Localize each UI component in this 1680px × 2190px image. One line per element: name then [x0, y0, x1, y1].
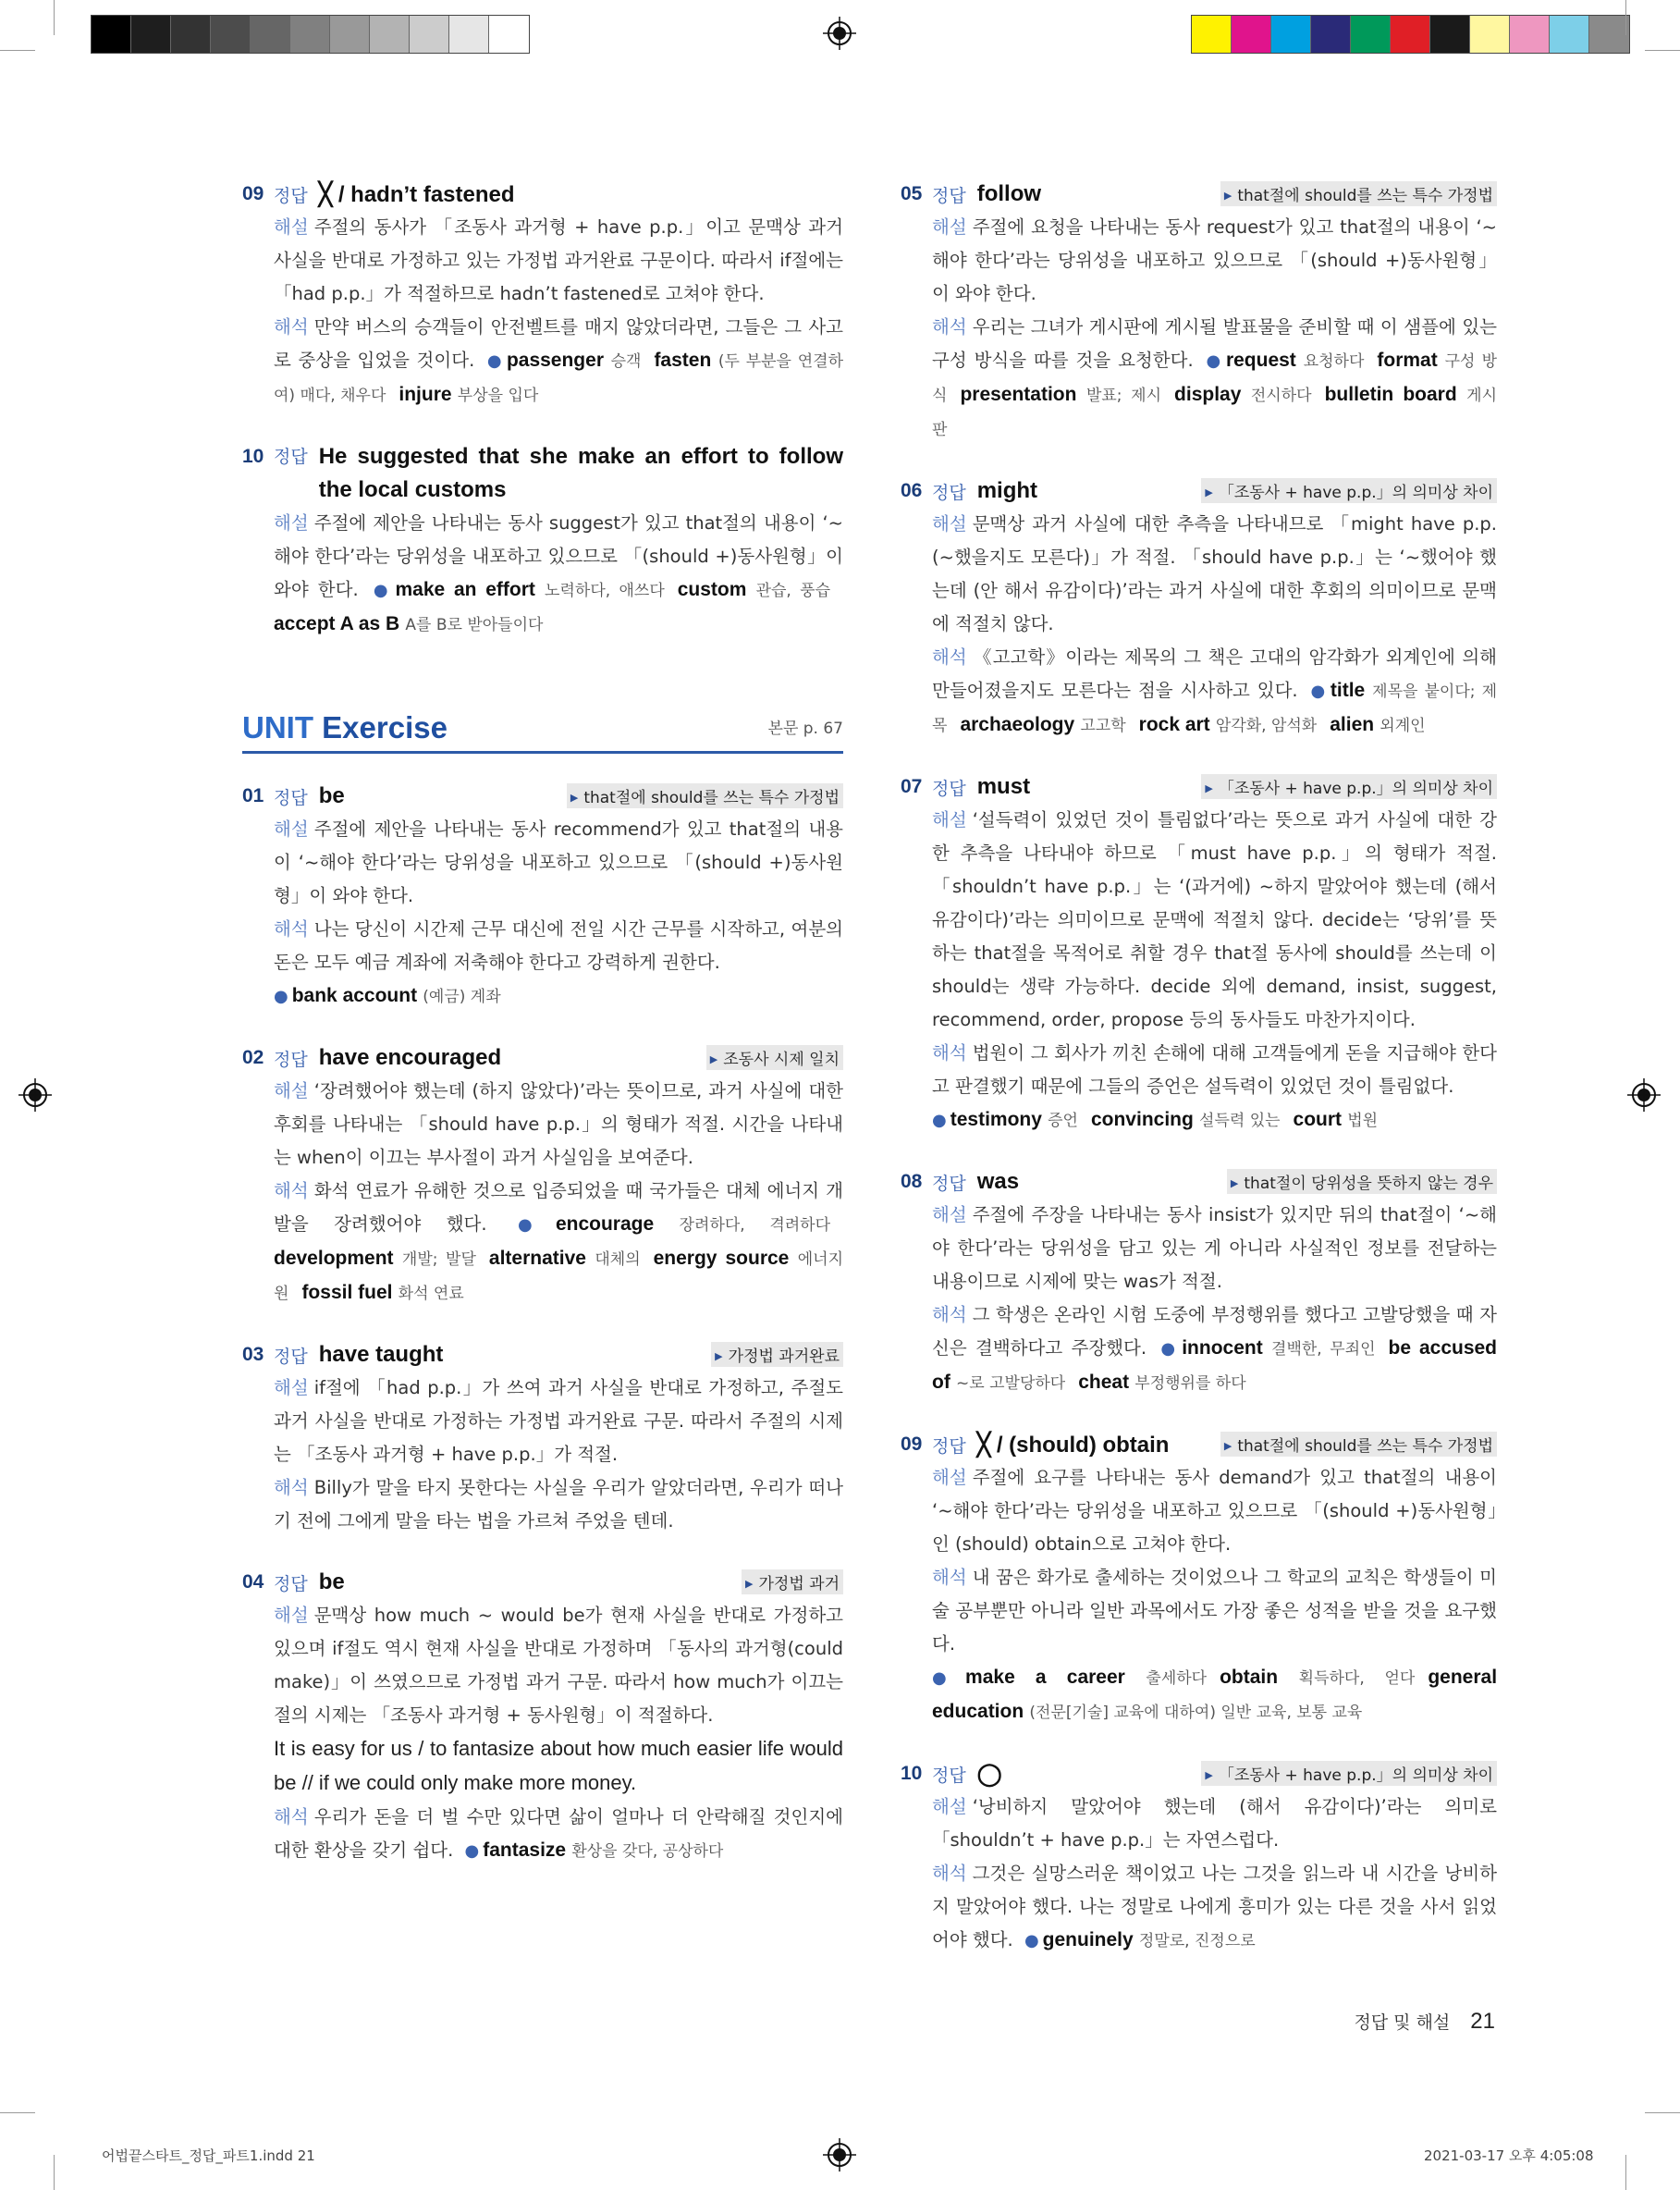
- answer-text: be: [318, 1569, 345, 1594]
- bullet-icon: ●: [1310, 682, 1327, 701]
- vocab-word: passenger: [506, 350, 604, 371]
- answer-text: must: [976, 774, 1031, 799]
- vocab-meaning: 법원: [1347, 1112, 1379, 1130]
- vocab-meaning: 게시판: [932, 387, 1497, 439]
- answer-label: 정답: [274, 1573, 308, 1594]
- vocab-meaning: 장려하다, 격려하다: [679, 1216, 831, 1235]
- page-footer: [1354, 2009, 1495, 2035]
- explanation-text: 문맥상 과거 사실에 대한 추측을 나타내므로 「might have p.p.(~했을지도 모른다)」가 적절. 「should have p.p.」는 ‘~했어야 했는데 (안 해서 유감이다)’라는 과거 사실에 대한 후회의 의미이므로 문맥에 적절치 않다.: [932, 513, 1497, 634]
- right-column: [901, 178, 1497, 1986]
- section-title-unit: UNIT: [242, 710, 313, 744]
- explanation-text: ‘낭비하지 말았어야 했는데 (해서 유감이다)’라는 의미로 「shouldn’t + have p.p.」는 자연스럽다.: [932, 1796, 1497, 1851]
- section-title-exercise: Exercise: [322, 710, 448, 744]
- explanation-text: ‘설득력이 있었던 것이 틀림없다’라는 뜻으로 과거 사실에 대한 강한 추측을 나타내야 하므로 「must have p.p.」의 형태가 적절. 「shouldn’t have p.p.」는 ‘(과거에) ~하지 말았어야 했는데 (해서 유감이다)’라는 의미이므로 문맥에 적절치 않다. decide는 ‘당위’를 뜻하는 that절을 목적어로 취할 경우 that절 동사에 should를 쓰는데 이 should는 생략 가능하다. decide 외에 demand, insist, suggest, recommend, order, propose 등의 동사들도 마찬가지이다.: [932, 809, 1497, 1030]
- translation-text: 법원이 그 회사가 끼친 손해에 대해 고객들에게 돈을 지급해야 한다고 판결했기 때문에 그들의 증언은 설득력이 있었던 것이 틀림없다.: [932, 1042, 1497, 1097]
- vocab-meaning: 출세하다: [1146, 1669, 1208, 1688]
- crop-mark: [54, 2155, 55, 2190]
- vocab-meaning: 부상을 입다: [457, 387, 539, 405]
- answer-text: was: [976, 1169, 1020, 1194]
- vocab-word: request: [1225, 350, 1296, 371]
- grammar-topic-tag: ▶ that절에 should를 쓰는 특수 가정법: [1220, 181, 1497, 206]
- crop-mark: [1645, 2112, 1680, 2113]
- vocab-meaning: 암각화, 암석화: [1215, 717, 1318, 735]
- vocab-meaning: 승객: [610, 352, 642, 371]
- answer-label: 정답: [932, 1173, 966, 1194]
- explanation-label: 해설: [274, 512, 309, 534]
- translation-label: 해석: [932, 1304, 967, 1325]
- explanation-label: 해설: [274, 1080, 309, 1101]
- vocab-meaning: (예금) 계좌: [423, 988, 501, 1006]
- vocab-meaning: 부정행위를 하다: [1134, 1374, 1246, 1393]
- crop-mark: [1625, 2155, 1626, 2190]
- vocab-meaning: 발표; 제시: [1085, 387, 1162, 405]
- question-number: 07: [901, 776, 923, 797]
- page-reference: 본문 p. 67: [767, 720, 843, 738]
- vocab-word: rock art: [1138, 714, 1210, 735]
- explanation-text: ‘장려했어야 했는데 (하지 않았다)’라는 뜻이므로, 과거 사실에 대한 후회를 나타내는 「should have p.p.」의 형태가 적절. 시간을 나타내는 when이 이끄는 부사절이 과거 사실임을 보여준다.: [274, 1080, 843, 1168]
- explanation-text: 주절의 동사가 「조동사 과거형 + have p.p.」이고 문맥상 과거 사실을 반대로 가정하고 있는 가정법 과거완료 구문이다. 따라서 if절에는 「had p.p.」가 적절하므로 hadn’t fastened로 고쳐야 한다.: [274, 216, 843, 304]
- bullet-icon: ●: [1024, 1931, 1039, 1950]
- explanation-label: 해설: [932, 1204, 967, 1225]
- grammar-topic-tag: ▶ 가정법 과거완료: [711, 1342, 843, 1367]
- answer-text: have taught: [318, 1342, 444, 1367]
- grammar-topic-tag: ▶ that절에 should를 쓰는 특수 가정법: [567, 783, 843, 808]
- vocab-meaning: 노력하다, 애쓰다: [545, 582, 665, 600]
- explanation-text: 주절에 제안을 나타내는 동사 recommend가 있고 that절의 내용이 ‘~해야 한다’라는 당위성을 내포하고 있으므로 「(should +)동사원형」이 와야 한다.: [274, 818, 843, 906]
- crop-mark: [1645, 50, 1680, 51]
- answer-entry-01: [242, 780, 843, 1014]
- vocab-meaning: 구성 방식: [932, 352, 1497, 405]
- explanation-text: 주절에 제안을 나타내는 동사 suggest가 있고 that절의 내용이 ‘~해야 한다’라는 당위성을 내포하고 있으므로 「(should +)동사원형」이 와야 한다.: [274, 512, 843, 600]
- question-number: 02: [242, 1047, 264, 1068]
- question-number: 10: [242, 446, 264, 467]
- answer-text: have encouraged: [318, 1045, 502, 1070]
- grammar-topic-tag: ▶ 「조동사 + have p.p.」의 의미상 차이: [1201, 774, 1497, 799]
- bullet-icon: ●: [464, 1841, 480, 1861]
- translation-text: 그것은 실망스러운 책이었고 나는 그것을 읽느라 내 시간을 낭비하지 말았어야 했다. 나는 정말로 나에게 흥미가 있는 다른 것을 사서 읽었어야 했다.: [932, 1863, 1497, 1950]
- answer-label: 정답: [932, 185, 966, 206]
- crop-mark: [54, 0, 55, 35]
- answer-text: be: [318, 783, 345, 808]
- explanation-text: if절에 「had p.p.」가 쓰여 과거 사실을 반대로 가정하고, 주절도 과거 사실을 반대로 가정하는 가정법 과거완료 구문. 따라서 주절의 시제는 「조동사 과거형 + have p.p.」가 적절.: [274, 1377, 843, 1465]
- vocab-meaning: 에너지원: [274, 1250, 844, 1303]
- vocab-word: archaeology: [960, 714, 1075, 735]
- vocab-word: innocent: [1182, 1337, 1263, 1359]
- explanation-label: 해설: [274, 1377, 309, 1398]
- translation-text: 《고고학》이라는 제목의 그 책은 고대의 암각화가 외계인에 의해 만들어졌을지도 모른다는 점을 시사하고 있다.: [932, 646, 1497, 701]
- vocab-word: cheat: [1078, 1372, 1130, 1393]
- translation-label: 해석: [932, 316, 967, 338]
- vocab-meaning: 제목을 붙이다; 제목: [932, 683, 1497, 735]
- unit-exercise-header: [242, 707, 843, 754]
- question-number: 03: [242, 1344, 264, 1365]
- vocab-meaning: 설득력 있는: [1199, 1112, 1281, 1130]
- answer-text: follow: [976, 181, 1042, 206]
- vocab-word: accept A as B: [274, 613, 400, 634]
- vocab-word: make a career: [965, 1667, 1125, 1688]
- answer-entry-10: [242, 440, 843, 642]
- question-number: 01: [242, 785, 264, 806]
- vocab-meaning: 개발; 발달: [401, 1250, 476, 1269]
- vocab-meaning: 정말로, 진정으로: [1138, 1932, 1256, 1950]
- grammar-topic-tag: ▶ 가정법 과거: [742, 1569, 843, 1594]
- explanation-label: 해설: [932, 809, 967, 830]
- explanation-label: 해설: [274, 1605, 309, 1626]
- bullet-icon: ●: [932, 1111, 947, 1130]
- registration-mark-icon: [18, 1078, 52, 1112]
- answer-label: 정답: [274, 447, 308, 467]
- vocab-word: custom: [677, 579, 747, 600]
- crop-mark: [0, 2112, 35, 2113]
- answer-label: 정답: [932, 1765, 966, 1786]
- translation-label: 해석: [932, 1863, 967, 1884]
- vocab-word: court: [1293, 1109, 1343, 1130]
- translation-text: 우리는 그녀가 게시판에 게시될 발표물을 준비할 때 이 샘플에 있는 구성 방식을 따를 것을 요청한다.: [932, 316, 1497, 371]
- explanation-label: 해설: [932, 1796, 967, 1817]
- explanation-text: 문맥상 how much ~ would be가 현재 사실을 반대로 가정하고 있으며 if절도 역시 현재 사실을 반대로 가정하며 「동사의 과거형(could make)」이 쓰였으므로 가정법 과거 구문. 따라서 how much가 이끄는 절의 시제는 「조동사 과거형 + 동사원형」이 적절하다.: [274, 1605, 843, 1726]
- translation-text: 내 꿈은 화가로 출세하는 것이었으나 그 학교의 교칙은 학생들이 미술 공부뿐만 아니라 일반 과목에서도 가장 좋은 성적을 받을 것을 요구했다.: [932, 1567, 1497, 1655]
- vocab-meaning: 관습, 풍습: [755, 582, 831, 600]
- vocab-meaning: 결백한, 무죄인: [1271, 1340, 1376, 1359]
- print-slug-date: 2021-03-17 오후 4:05:08: [1424, 2147, 1594, 2164]
- explanation-label: 해설: [932, 513, 967, 535]
- vocab-word: format: [1377, 350, 1438, 371]
- answer-text: might: [976, 478, 1038, 503]
- translation-text: Billy가 말을 타지 못한다는 사실을 우리가 알았더라면, 우리가 떠나기 전에 그에게 말을 타는 법을 가르쳐 주었을 텐데.: [274, 1477, 843, 1532]
- vocab-meaning: (전문[기술] 교육에 대하여) 일반 교육, 보통 교육: [1029, 1704, 1363, 1722]
- vocab-word: be accused of: [932, 1337, 1498, 1393]
- explanation-label: 해설: [932, 1467, 967, 1488]
- answer-text: ╳ / (should) obtain: [976, 1432, 1170, 1458]
- question-number: 10: [901, 1763, 923, 1784]
- translation-text: 우리가 돈을 더 벌 수만 있다면 삶이 얼마나 더 안락해질 것인지에 대한 환상을 갖기 쉽다.: [274, 1806, 843, 1861]
- vocab-word: title: [1330, 680, 1366, 701]
- bullet-icon: ●: [274, 987, 288, 1006]
- bullet-icon: ●: [486, 351, 503, 371]
- page-number: 21: [1470, 2009, 1495, 2034]
- vocab-meaning: 전시하다: [1250, 387, 1312, 405]
- grammar-topic-tag: ▶ that절이 당위성을 뜻하지 않는 경우: [1227, 1169, 1497, 1194]
- answer-text: ╳ / hadn’t fastened: [318, 181, 515, 207]
- answer-entry-02: [242, 1041, 843, 1310]
- english-sentence: It is easy for us / to fantasize about how much easier life would be // if we could only make more money.: [274, 1737, 843, 1794]
- vocab-word: presentation: [960, 384, 1077, 405]
- answer-entry-04: [242, 1566, 843, 1868]
- vocab-word: genuinely: [1042, 1929, 1134, 1950]
- explanation-label: 해설: [932, 216, 967, 238]
- answer-label: 정답: [274, 1049, 308, 1070]
- vocab-word: convincing: [1090, 1109, 1194, 1130]
- vocab-meaning: ~로 고발당하다: [956, 1374, 1066, 1393]
- translation-text: 그 학생은 온라인 시험 도중에 부정행위를 했다고 고발당했을 때 자신은 결백하다고 주장했다.: [932, 1304, 1497, 1359]
- vocab-word: development: [274, 1248, 394, 1269]
- vocab-word: testimony: [950, 1109, 1042, 1130]
- bullet-icon: ●: [932, 1668, 963, 1688]
- question-number: 05: [901, 183, 923, 204]
- registration-mark-icon: [823, 17, 856, 50]
- answer-entry-10b: [901, 1757, 1497, 1958]
- vocab-meaning: 대체의: [595, 1250, 641, 1269]
- registration-mark-icon: [1627, 1078, 1661, 1112]
- grayscale-color-bar: [91, 15, 530, 54]
- answer-label: 정답: [274, 1346, 308, 1367]
- print-slug-file: 어법끝스타트_정답_파트1.indd 21: [102, 2147, 315, 2164]
- translation-label: 해석: [274, 1806, 309, 1827]
- translation-label: 해석: [932, 1567, 967, 1588]
- registration-mark-icon: [823, 2138, 856, 2172]
- answer-entry-06: [901, 474, 1497, 743]
- question-number: 04: [242, 1571, 264, 1593]
- answer-entry-09: [242, 178, 843, 412]
- answer-text: He suggested that she make an effort to follow the local customs: [318, 444, 843, 502]
- bullet-icon: ●: [373, 581, 392, 600]
- vocab-word: obtain: [1220, 1667, 1279, 1688]
- translation-label: 해석: [274, 1477, 309, 1498]
- vocab-word: bank account: [291, 985, 418, 1006]
- vocab-word: fossil fuel: [301, 1282, 393, 1303]
- explanation-text: 주절에 주장을 나타내는 동사 insist가 있지만 뒤의 that절이 ‘~해야 한다’라는 당위성을 담고 있는 게 아니라 사실적인 정보를 전달하는 내용이므로 시제에 맞는 was가 적절.: [932, 1204, 1497, 1292]
- vocab-word: alternative: [488, 1248, 586, 1269]
- vocab-meaning: 증언: [1048, 1112, 1078, 1130]
- grammar-topic-tag: ▶ 「조동사 + have p.p.」의 의미상 차이: [1201, 478, 1497, 503]
- answer-entry-07: [901, 770, 1497, 1138]
- vocab-word: alien: [1330, 714, 1375, 735]
- translation-text: 나는 당신이 시간제 근무 대신에 전일 시간 근무를 시작하고, 여분의 돈은 모두 예금 계좌에 저축해야 한다고 강력하게 권한다.: [274, 918, 843, 973]
- bullet-icon: ●: [1206, 351, 1222, 371]
- translation-label: 해석: [932, 646, 967, 668]
- answer-label: 정답: [274, 185, 308, 206]
- question-number: 09: [901, 1433, 923, 1455]
- explanation-text: 주절에 요구를 나타내는 동사 demand가 있고 that절의 내용이 ‘~해야 한다’라는 당위성을 내포하고 있으므로 「(should +)동사원형」인 (should) obtain으로 고쳐야 한다.: [932, 1467, 1497, 1555]
- explanation-label: 해설: [274, 818, 309, 840]
- vocab-word: energy source: [653, 1248, 790, 1269]
- answer-label: 정답: [932, 1435, 966, 1457]
- cmyk-color-bar: [1191, 15, 1630, 54]
- vocab-meaning: (두 부분을 연결하여) 매다, 채우다: [274, 352, 844, 405]
- grammar-topic-tag: ▶ 「조동사 + have p.p.」의 의미상 차이: [1201, 1761, 1497, 1786]
- explanation-text: 주절에 요청을 나타내는 동사 request가 있고 that절의 내용이 ‘~해야 한다’라는 당위성을 내포하고 있으므로 「(should +)동사원형」이 와야 한다.: [932, 216, 1497, 304]
- vocab-meaning: 획득하다, 얻다: [1298, 1669, 1416, 1688]
- grammar-topic-tag: ▶ that절에 should를 쓰는 특수 가정법: [1220, 1432, 1497, 1457]
- vocab-word: general education: [932, 1667, 1498, 1722]
- answer-label: 정답: [274, 787, 308, 808]
- vocab-word: fasten: [654, 350, 712, 371]
- bullet-icon: ●: [1160, 1339, 1179, 1359]
- bullet-icon: ●: [518, 1215, 552, 1235]
- vocab-meaning: 외계인: [1380, 717, 1426, 735]
- question-number: 06: [901, 480, 923, 501]
- section-title: [242, 710, 448, 745]
- grammar-topic-tag: ▶ 조동사 시제 일치: [706, 1045, 843, 1070]
- answer-text: ◯: [976, 1761, 1002, 1787]
- explanation-label: 해설: [274, 216, 309, 238]
- translation-label: 해석: [274, 918, 309, 940]
- vocab-word: encourage: [555, 1213, 655, 1235]
- vocab-meaning: 고고학: [1080, 717, 1126, 735]
- crop-mark: [0, 50, 35, 51]
- answer-label: 정답: [932, 482, 966, 503]
- left-column: [242, 178, 843, 1896]
- answer-entry-05: [901, 178, 1497, 447]
- vocab-word: make an effort: [395, 579, 535, 600]
- crop-mark: [1625, 0, 1626, 35]
- question-number: 09: [242, 183, 264, 204]
- vocab-word: fantasize: [483, 1839, 567, 1861]
- translation-label: 해석: [274, 1180, 309, 1201]
- translation-text: 화석 연료가 유해한 것으로 입증되었을 때 국가들은 대체 에너지 개발을 장려했어야 했다.: [274, 1180, 843, 1235]
- answer-entry-03: [242, 1338, 843, 1538]
- answer-entry-09b: [901, 1428, 1497, 1729]
- vocab-meaning: 환상을 갖다, 공상하다: [571, 1842, 724, 1861]
- vocab-word: display: [1174, 384, 1242, 405]
- translation-label: 해석: [274, 316, 309, 338]
- vocab-word: bulletin board: [1324, 384, 1457, 405]
- vocab-word: injure: [399, 384, 452, 405]
- vocab-meaning: A를 B로 받아들이다: [405, 616, 544, 634]
- footer-section: 정답 및 해설: [1354, 2012, 1451, 2033]
- answer-label: 정답: [932, 778, 966, 799]
- translation-label: 해석: [932, 1042, 967, 1064]
- vocab-meaning: 화석 연료: [398, 1285, 464, 1303]
- translation-text: 만약 버스의 승객들이 안전벨트를 매지 않았더라면, 그들은 그 사고로 중상을 입었을 것이다.: [274, 316, 843, 371]
- vocab-meaning: 요청하다: [1303, 352, 1365, 371]
- question-number: 08: [901, 1171, 923, 1192]
- answer-entry-08: [901, 1165, 1497, 1400]
